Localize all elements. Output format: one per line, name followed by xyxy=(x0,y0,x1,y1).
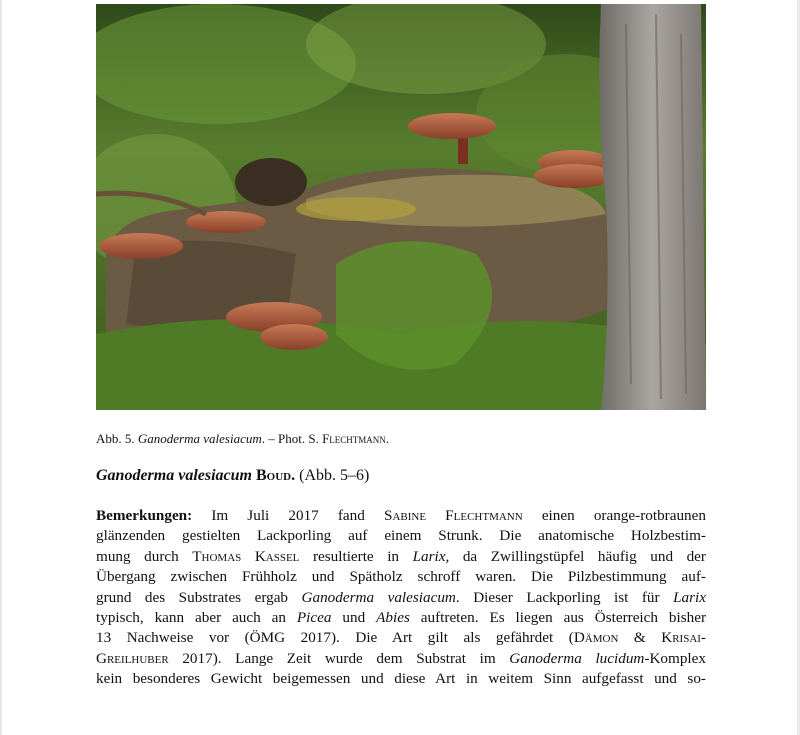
caption-photographer: Flechtmann xyxy=(322,431,386,446)
text-run: , da Zwillingstüpfel häufig und der xyxy=(445,547,706,565)
text-run: und xyxy=(331,609,377,627)
person-name: Sabine Flechtmann xyxy=(384,507,523,524)
text-line xyxy=(96,547,706,567)
genus-name: Larix xyxy=(412,547,446,565)
text-line xyxy=(96,588,706,608)
heading-species: Ganoderma valesiacum xyxy=(96,467,252,484)
text-run: mung durch xyxy=(96,547,193,565)
text-line xyxy=(96,608,706,628)
text-run: typisch, kann aber auch an xyxy=(96,609,297,627)
species-name: Ganoderma lucidum xyxy=(509,649,645,667)
text-run: grund des Substrates ergab xyxy=(96,588,302,606)
remarks-label: Bemerkungen: xyxy=(96,507,193,524)
text-run: Im Juli 2017 fand xyxy=(192,507,384,524)
genus-name: Larix xyxy=(673,588,706,606)
text-line xyxy=(96,526,706,546)
text-run: 2017). Lange Zeit wurde dem Substrat im xyxy=(168,649,510,667)
text-line xyxy=(96,649,706,669)
forest-stump-with-bracket-fungi-icon xyxy=(96,4,706,410)
heading-author: Boud. xyxy=(256,467,296,484)
figure-caption xyxy=(96,431,716,447)
text-run: -Komplex xyxy=(644,649,706,667)
person-name: Greilhuber xyxy=(96,649,169,667)
person-name: Thomas Kassel xyxy=(192,547,300,565)
caption-species: Ganoderma valesiacum xyxy=(137,431,262,446)
text-run: . Dieser Lackporling ist für xyxy=(455,588,674,606)
caption-end: . xyxy=(385,431,390,446)
genus-name: Abies xyxy=(376,609,410,627)
text-line xyxy=(96,506,706,526)
text-run: kein besonderes Gewicht beigemessen und diese Art in weitem Sinn aufgefasst und so- xyxy=(96,670,706,688)
person-name: Dämon & Krisai- xyxy=(573,629,706,647)
text-run: Übergang zwischen Frühholz und Spätholz schroff waren. Die Pilzbestimmung auf- xyxy=(96,568,706,586)
caption-prefix: Abb. 5. xyxy=(96,431,138,446)
text-run: einen orange-rotbraunen xyxy=(522,507,706,524)
text-run: 13 Nachweise vor (ÖMG 2017). Die Art gilt als gefährdet ( xyxy=(96,629,574,647)
text-run: auftreten. Es liegen aus Österreich bisher xyxy=(409,609,707,627)
text-run: resultierte in xyxy=(299,547,413,565)
text-line xyxy=(96,669,706,689)
figure-photo xyxy=(96,4,706,410)
page-edge-left xyxy=(0,0,2,735)
species-heading xyxy=(96,466,716,486)
heading-ref: (Abb. 5–6) xyxy=(295,467,370,484)
text-run: glänzenden gestielten Lackporling auf einem Strunk. Die anatomische Holzbestim- xyxy=(96,527,706,545)
caption-sep: . – Phot. S. xyxy=(261,431,323,446)
remarks-paragraph xyxy=(96,506,706,690)
text-line xyxy=(96,567,706,587)
text-line xyxy=(96,628,706,648)
species-name: Ganoderma valesiacum xyxy=(301,588,456,606)
genus-name: Picea xyxy=(296,609,332,627)
